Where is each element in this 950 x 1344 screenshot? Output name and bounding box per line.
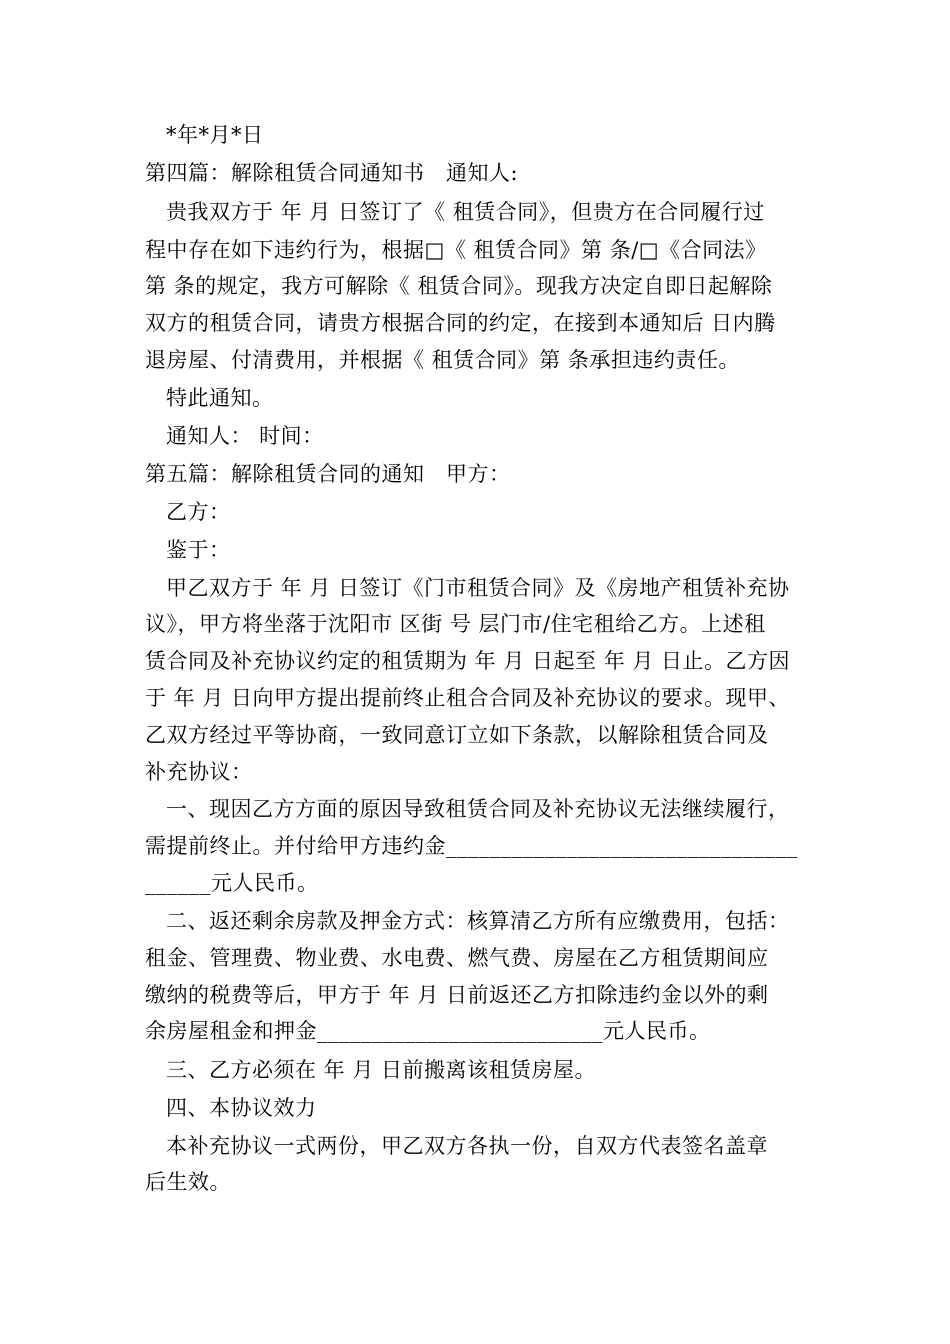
notifier-time-line: 通知人： 时间： <box>166 424 324 448</box>
paragraph-line: 赁合同及补充协议约定的租赁期为 年 月 日起至 年 月 日止。乙方因 <box>145 649 791 673</box>
clause-four-heading: 四、本协议效力 <box>166 1096 317 1120</box>
section-four-heading: 第四篇：解除租赁合同通知书 通知人: <box>145 161 519 185</box>
paragraph-line: 退房屋、付清费用，并根据《 租赁合同》第 条承担违约责任。 <box>145 348 740 372</box>
clause-one-line: 需提前终止。并付给甲方违约金________________________________ <box>145 834 798 858</box>
date-line: *年*月*日 <box>166 123 264 147</box>
section-five-heading: 第五篇：解除租赁合同的通知 甲方： <box>145 462 511 486</box>
paragraph-line: 第 条的规定，我方可解除《 租赁合同》。现我方决定自即日起解除 <box>145 274 773 298</box>
clause-four-line: 后生效。 <box>145 1170 231 1194</box>
paragraph-line: 议》，甲方将坐落于沈阳市 区街 号 层门市/住宅租给乙方。上述租 <box>145 612 766 636</box>
clause-four-line: 本补充协议一式两份，甲乙双方各执一份，自双方代表签名盖章 <box>166 1134 768 1158</box>
whereas-line: 鉴于： <box>166 538 231 562</box>
paragraph-line: 甲乙双方于 年 月 日签订《门市租赁合同》及《房地产租赁补充协 <box>166 576 790 600</box>
notice-closing: 特此通知。 <box>166 386 274 410</box>
clause-two-line: 余房屋租金和押金__________________________元人民币。 <box>145 1019 711 1043</box>
clause-one-line: 一、现因乙方方面的原因导致租赁合同及补充协议无法继续履行， <box>166 797 790 821</box>
paragraph-line: 程中存在如下违约行为，根据□《 租赁合同》第 条/□《合同法》 <box>145 238 767 262</box>
paragraph-line: 贵我双方于 年 月 日签订了《 租赁合同》，但贵方在合同履行过 <box>166 200 765 224</box>
paragraph-line: 于 年 月 日向甲方提出提前终止租合合同及补充协议的要求。现甲、 <box>145 686 791 710</box>
clause-one-line: ______元人民币。 <box>145 871 319 895</box>
party-b-line: 乙方： <box>166 500 231 524</box>
clause-three-line: 三、乙方必须在 年 月 日前搬离该租赁房屋。 <box>166 1058 597 1082</box>
paragraph-line: 补充协议： <box>145 760 253 784</box>
paragraph-line: 双方的租赁合同，请贵方根据合同的约定，在接到本通知后 日内腾 <box>145 311 776 335</box>
clause-two-line: 租金、管理费、物业费、水电费、燃气费、房屋在乙方租赁期间应 <box>145 946 769 970</box>
clause-two-line: 二、返还剩余房款及押金方式：核算清乙方所有应缴费用，包括： <box>166 909 790 933</box>
paragraph-line: 乙双方经过平等协商，一致同意订立如下条款，以解除租赁合同及 <box>145 723 769 747</box>
clause-two-line: 缴纳的税费等后，甲方于 年 月 日前返还乙方扣除违约金以外的剩 <box>145 983 769 1007</box>
